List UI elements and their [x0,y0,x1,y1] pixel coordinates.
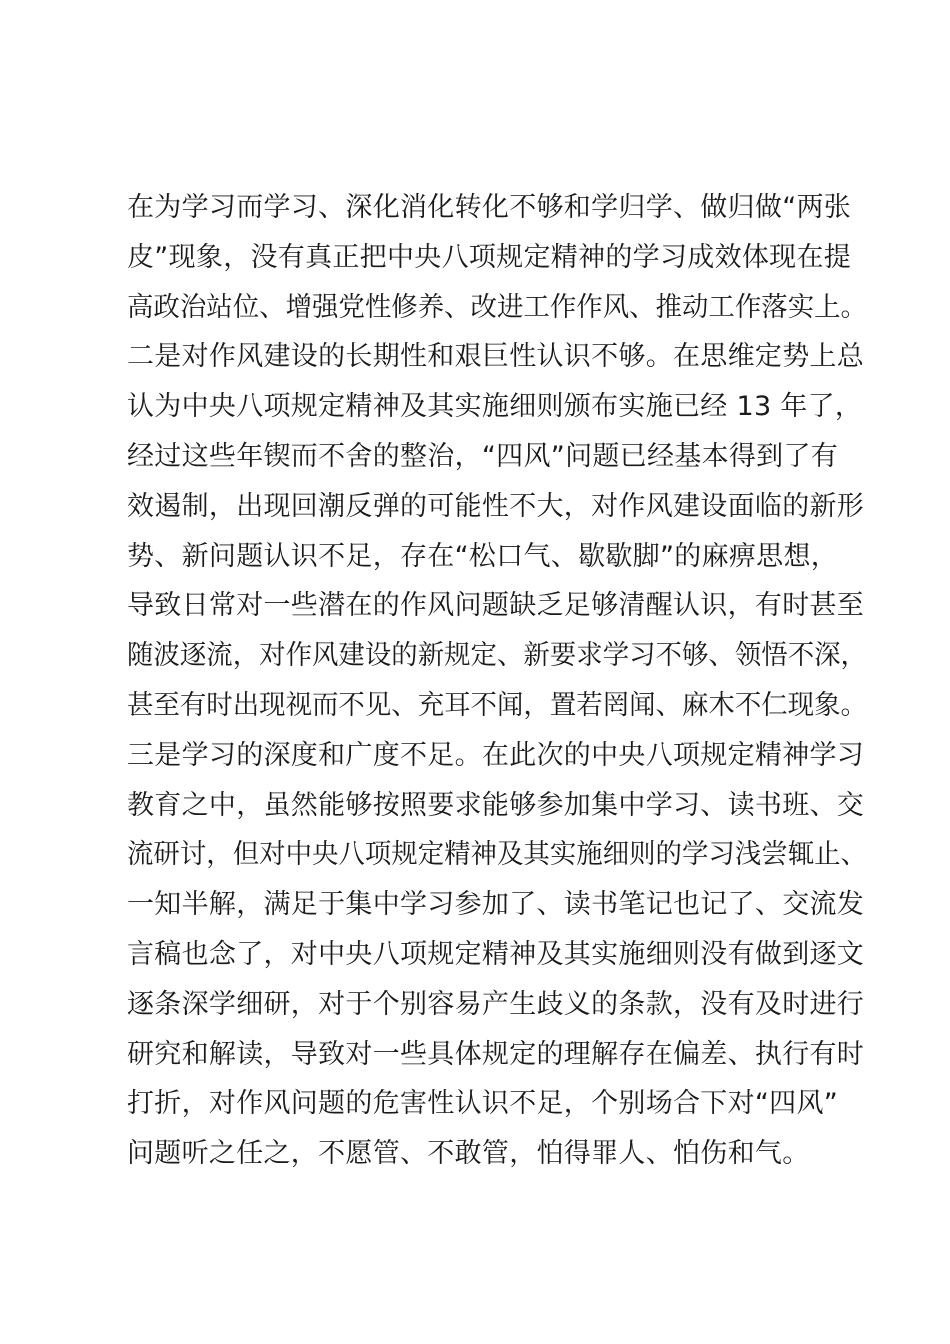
text-line: 效遏制，出现回潮反弹的可能性不大，对作风建设面临的新形 [127,490,865,522]
text-line: 导致日常对一些潜在的作风问题缺乏足够清醒认识，有时甚至 [127,590,865,622]
text-line: 逐条深学细研，对于个别容易产生歧义的条款，没有及时进行 [127,988,865,1020]
text-line: 一知半解，满足于集中学习参加了、读书笔记也记了、交流发 [127,889,865,921]
text-line: 问题听之任之，不愿管、不敢管，怕得罪人、怕伤和气。 [127,1138,810,1170]
text-line: 研究和解读，导致对一些具体规定的理解存在偏差、执行有时 [127,1038,865,1070]
text-line: 随波逐流，对作风建设的新规定、新要求学习不够、领悟不深， [127,640,867,672]
text-line: 二是对作风建设的长期性和艰巨性认识不够。在思维定势上总 [127,341,865,373]
text-line: 认为中央八项规定精神及其实施细则颁布实施已经 13 年了， [127,391,863,423]
text-line: 言稿也念了，对中央八项规定精神及其实施细则没有做到逐文 [127,938,865,970]
text-line: 教育之中，虽然能够按照要求能够参加集中学习、读书班、交 [127,789,865,821]
text-line: 打折，对作风问题的危害性认识不足，个别场合下对“四风” [127,1088,839,1120]
text-line: 三是学习的深度和广度不足。在此次的中央八项规定精神学习 [127,739,865,771]
text-line: 势、新问题认识不足，存在“松口气、歇歇脚”的麻痹思想， [127,540,839,572]
text-line: 在为学习而学习、深化消化转化不够和学归学、做归做“两张 [127,192,852,223]
text-line: 甚至有时出现视而不见、充耳不闻，置若罔闻、麻木不仁现象。 [127,689,867,721]
text-line: 高政治站位、增强党性修养、改进工作作风、推动工作落实上。 [127,291,867,323]
body-text [127,183,867,1179]
text-line: 经过这些年锲而不舍的整治，“四风”问题已经基本得到了有 [127,440,839,472]
text-line: 流研讨，但对中央八项规定精神及其实施细则的学习浅尝辄止、 [127,839,867,871]
text-line: 皮”现象，没有真正把中央八项规定精神的学习成效体现在提 [127,241,852,273]
